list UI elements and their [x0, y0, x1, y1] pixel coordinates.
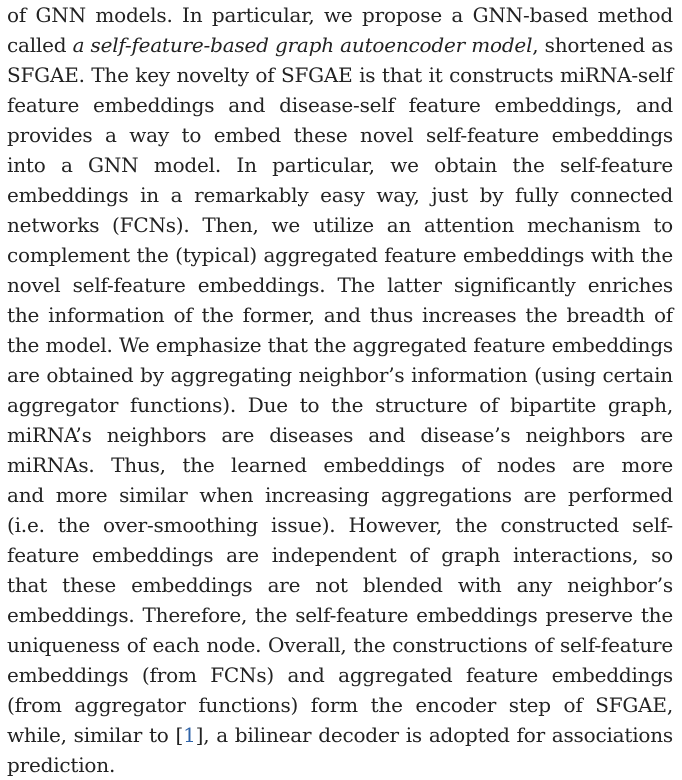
- text-segment: while, similar to [: [7, 723, 184, 747]
- italic-method-name: a self-feature-based graph autoencoder model: [72, 33, 533, 57]
- citation-link[interactable]: 1: [183, 723, 196, 747]
- text-line: and more similar when increasing aggregations are performed: [7, 483, 673, 507]
- text-line: [7, 720, 673, 750]
- text-line: embeddings. Therefore, the self-feature embeddings preserve the: [7, 603, 673, 627]
- text-line: novel self-feature embeddings. The latter significantly enriches: [7, 273, 673, 297]
- text-line: the model. We emphasize that the aggregated feature embeddings: [7, 333, 673, 357]
- text-segment: , shortened as: [532, 33, 674, 57]
- text-line: SFGAE. The key novelty of SFGAE is that it constructs miRNA-self: [7, 63, 673, 87]
- text-line: miRNA’s neighbors are diseases and disease’s neighbors are: [7, 423, 673, 447]
- text-line: (i.e. the over-smoothing issue). However, the constructed self-: [7, 513, 673, 537]
- text-line: into a GNN model. In particular, we obtain the self-feature: [7, 153, 673, 177]
- paper-paragraph: [7, 0, 673, 780]
- text-line: networks (FCNs). Then, we utilize an attention mechanism to: [7, 213, 673, 237]
- text-line: embeddings in a remarkably easy way, just by fully connected: [7, 183, 673, 207]
- text-line: (from aggregator functions) form the encoder step of SFGAE,: [7, 693, 673, 717]
- text-line: feature embeddings and disease-self feature embeddings, and: [7, 93, 673, 117]
- text-line: feature embeddings are independent of graph interactions, so: [7, 543, 673, 567]
- text-line: are obtained by aggregating neighbor’s information (using certain: [7, 363, 673, 387]
- text-line: of GNN models. In particular, we propose a GNN-based method: [7, 3, 673, 27]
- text-line: provides a way to embed these novel self-feature embeddings: [7, 123, 673, 147]
- text-line: the information of the former, and thus increases the breadth of: [7, 303, 673, 327]
- text-line: aggregator functions). Due to the structure of bipartite graph,: [7, 393, 673, 417]
- text-line: complement the (typical) aggregated feature embeddings with the: [7, 243, 673, 267]
- text-line: prediction.: [7, 753, 116, 777]
- text-line: uniqueness of each node. Overall, the constructions of self-feature: [7, 633, 673, 657]
- text-line: embeddings (from FCNs) and aggregated feature embeddings: [7, 663, 673, 687]
- text-line: miRNAs. Thus, the learned embeddings of nodes are more: [7, 453, 673, 477]
- text-line: [7, 30, 673, 60]
- text-segment: ], a bilinear decoder is adopted for associations: [195, 723, 673, 747]
- text-segment: called: [7, 33, 73, 57]
- text-line: that these embeddings are not blended with any neighbor’s: [7, 573, 673, 597]
